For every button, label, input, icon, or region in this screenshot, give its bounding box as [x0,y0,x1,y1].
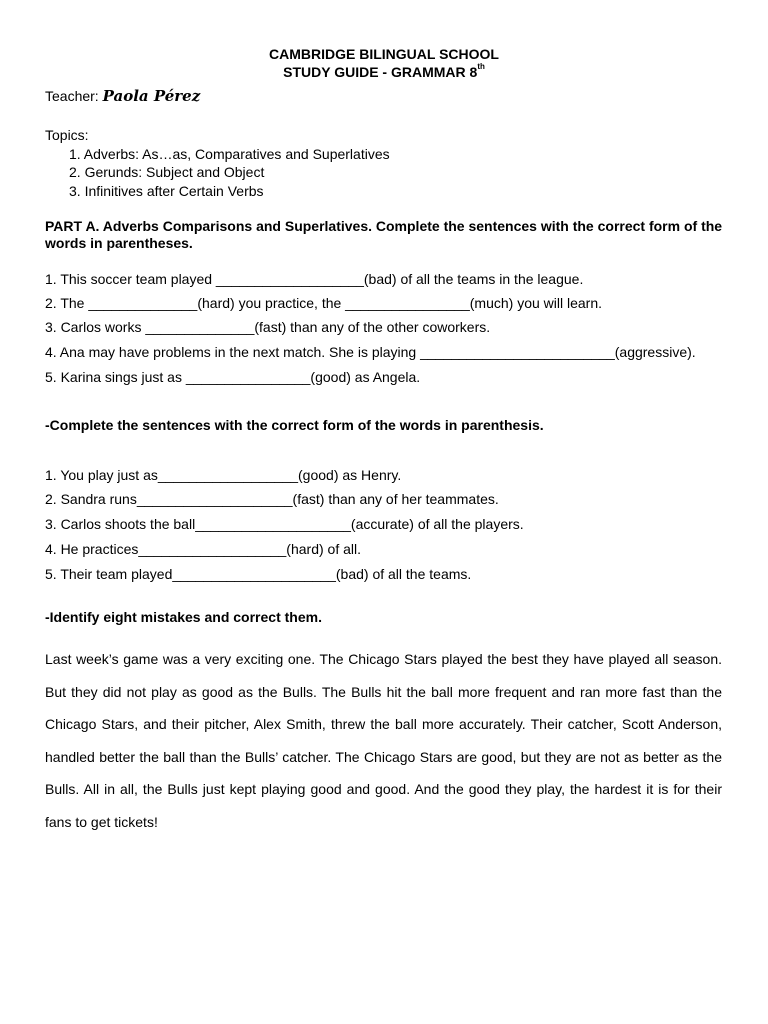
guide-title-superscript: th [477,62,485,72]
teacher-name: Paola Pérez [102,87,201,105]
topic-item: 1. Adverbs: As…as, Comparatives and Superlatives [69,146,390,162]
topic-item: 2. Gerunds: Subject and Object [69,164,265,180]
part-a-sentence: 1. This soccer team played ___________________(bad) of all the teams in the league. [45,271,584,287]
mistakes-passage: Last week’s game was a very exciting one. The Chicago Stars played the best they have played all season. But they did not play as good as the Bulls. The Bulls hit the ball more frequent and ran more fast than the Chicago Stars, and their pitcher, Alex Smith, threw the ball more accurately. Their catcher, Scott Anderson, handled better the ball than the Bulls’ catcher. The Chicago Stars are good, but they are not as better as the Bulls. All in all, the Bulls just kept playing good and good. And the good they play, the hardest it is for their fans to get tickets! [45,651,722,830]
teacher-line [45,87,200,105]
part-a-sentence: 4. Ana may have problems in the next match. She is playing _________________________(aggressive). [45,344,696,360]
teacher-label: Teacher: [45,88,99,104]
topics-heading: Topics: [45,127,89,143]
exercise-2-sentence: 5. Their team played_____________________(bad) of all the teams. [45,566,472,582]
part-a-sentence: 3. Carlos works ______________(fast) than any of the other coworkers. [45,319,491,335]
exercise-2-sentence: 4. He practices___________________(hard) of all. [45,541,362,557]
exercise-2-sentence: 3. Carlos shoots the ball____________________(accurate) of all the players. [45,516,524,532]
exercise-2-sentence: 2. Sandra runs____________________(fast) than any of her teammates. [45,491,499,507]
exercise-3-instructions: -Identify eight mistakes and correct them. [45,609,322,625]
exercise-2-instructions: -Complete the sentences with the correct form of the words in parenthesis. [45,417,544,433]
part-a-instructions: PART A. Adverbs Comparisons and Superlatives. Complete the sentences with the correct form of the words in parentheses. [45,218,723,251]
exercise-2-sentence: 1. You play just as__________________(good) as Henry. [45,467,402,483]
part-a-sentence: 5. Karina sings just as ________________(good) as Angela. [45,369,421,385]
school-title: CAMBRIDGE BILINGUAL SCHOOL [269,46,499,62]
guide-title-text: STUDY GUIDE - GRAMMAR 8 [283,64,478,80]
part-a-sentence: 2. The ______________(hard) you practice, the ________________(much) you will learn. [45,295,603,311]
topic-item: 3. Infinitives after Certain Verbs [69,183,264,199]
guide-title [0,63,768,81]
